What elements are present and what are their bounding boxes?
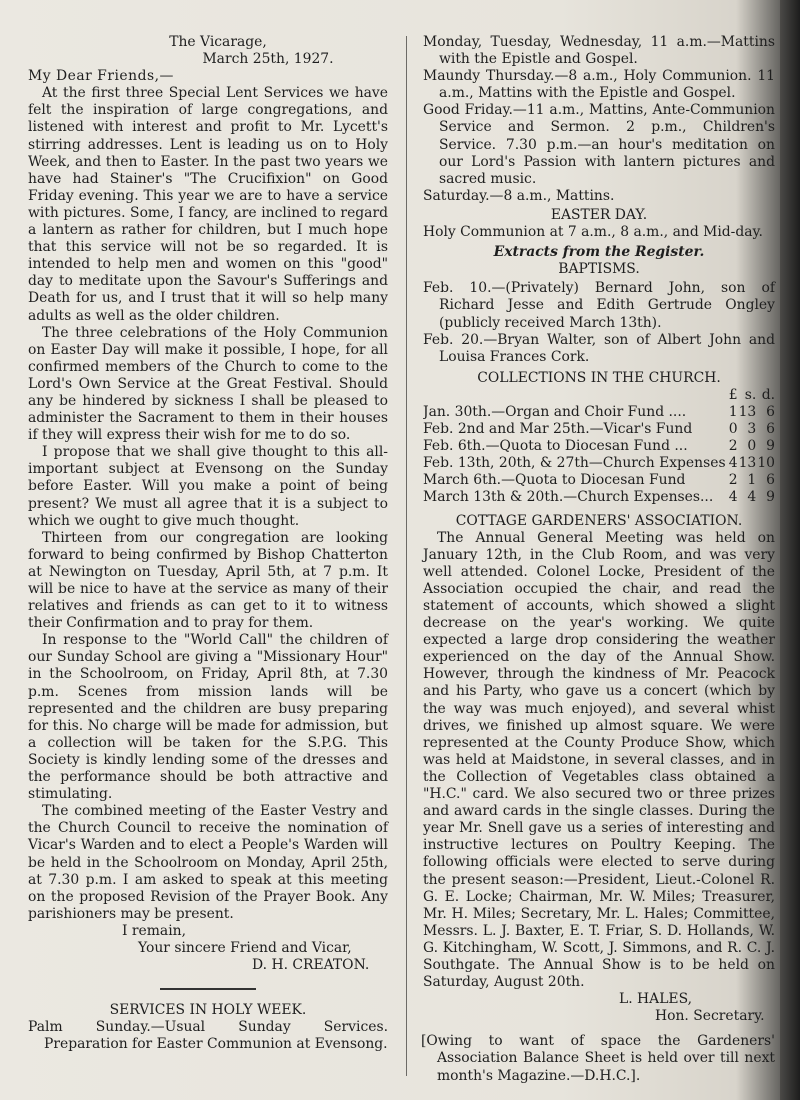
gardeners-title: COTTAGE GARDENERS' ASSOCIATION. [455,512,743,529]
collection-desc: March 6th.—Quota to Diocesan Fund [423,472,686,489]
letter-paragraph: The three celebrations of the Holy Communion on Easter Day will make it possible, I hope, for all confirmed members of the Church to come to the Lord's Own Service at the Great Festival. Should any be hindered by sickness I shall be pleased to administer the Sacrament to them in their houses if they will express their wish for me to do so. [28,324,388,444]
collection-desc: Feb. 13th, 20th, & 27th—Church Expenses [423,455,726,472]
holy-week-item: Monday, Tuesday, Wednesday, 11 a.m.—Mattins with the Epistle and Gospel. [423,34,775,68]
holy-week-title: SERVICES IN HOLY WEEK. [109,1001,307,1018]
collection-pence: 9 [766,438,775,455]
pounds-header: £ [728,386,738,403]
collection-pounds: 4 [728,455,738,472]
gardeners-signature: L. HALES, [619,991,693,1008]
collection-shillings: 3 [747,421,757,438]
letter-paragraph: At the first three Special Lent Services we have felt the inspiration of large congregations, and listened with interest and profit to Mr. Lycett's stirring addresses. Lent is leading us on to Holy Week, and then to Easter. In the past two years we have had Stainer's "The Crucifixion" on Good Friday evening. This year we are to have a service with pictures. Some, I fancy, are inclined to regard a lantern as rather for children, but I much hope that this service will not be so regarded. It is intended to help men and women on this "good" day to meditate upon the Savour's Sufferings and Death for us, and I trust that it will so help many adults as well as the older children. [28,85,388,324]
collection-pounds: 4 [728,489,738,506]
collection-shillings: 1 [747,472,757,489]
page-edge-shadow [780,0,800,1100]
collection-desc: Feb. 2nd and Mar 25th.—Vicar's Fund [423,421,693,438]
letter-salutation: My Dear Friends,— [28,68,174,85]
letter-signature: D. H. CREATON. [252,957,370,974]
gardeners-note: [Owing to want of space the Gardeners' Association Balance Sheet is held over till next month's Magazine.—D.H.C.]. [421,1033,775,1084]
right-column [423,34,775,1085]
collection-pence: 10 [757,455,775,472]
table-row [423,455,775,472]
gardeners-signature-title: Hon. Secretary. [655,1008,765,1025]
collection-shillings: 4 [747,489,757,506]
collections-title: COLLECTIONS IN THE CHURCH. [477,369,721,386]
table-row [423,421,775,438]
register-title: Extracts from the Register. [493,244,705,261]
letter-paragraph: I propose that we shall give thought to this all-important subject at Evensong on the Sunday before Easter. Will you make a point of being present? We must all agree that it is a subject to which we ought to give much thought. [28,444,388,529]
collection-shillings: 13 [738,455,757,472]
collection-pence: 6 [766,403,775,420]
easter-day-title: EASTER DAY. [550,206,648,223]
holy-week-item: Saturday.—8 a.m., Mattins. [423,187,615,204]
collection-pence: 9 [766,489,775,506]
collection-pounds: 0 [728,421,738,438]
table-row [423,489,775,506]
table-row [423,472,775,489]
letter-paragraph: Thirteen from our congregation are looking forward to being confirmed by Bishop Chatterton at Newington on Tuesday, April 5th, at 7 p.m. It will be nice to have at the service as many of their relatives and friends as can get to it to witness their Confirmation and to pray for them. [28,529,388,632]
collection-pence: 6 [766,421,775,438]
gardeners-report: The Annual General Meeting was held on January 12th, in the Club Room, and was very well attended. Colonel Locke, President of the Association occupied the chair, and read the statement of accounts, which showed a slight decrease on the year's working. We quite expected a large drop considering the weather experienced on the day of the Annual Show. However, through the kindness of Mr. Peacock and his Party, who gave us a concert (which by the way was much enjoyed), and several whist drives, we finished up almost square. We were represented at the County Produce Show, which was held at Maidstone, in several classes, and in the Collection of Vegetables class obtained a "H.C." card. We also secured two or three prizes and award cards in the single classes. During the year Mr. Snell gave us a series of interesting and instructive lectures on Poultry Keeping. The following officials were elected to serve during the present season:—President, Lieut.-Colonel R. G. E. Locke; Chairman, Mr. W. Miles; Treasurer, Mr. H. Miles; Secretary, Mr. L. Hales; Committee, Messrs. L. J. Baxter, E. T. Friar, S. D. Hollands, W. G. Kitchingham, W. Scott, J. Simmons, and R. C. J. Southgate. The Annual Show is to be held on Saturday, August 20th. [423,529,775,991]
letter-closing-2: Your sincere Friend and Vicar, [138,939,352,956]
collection-shillings: 13 [738,403,757,420]
pence-header: d. [761,386,775,403]
easter-day-text: Holy Communion at 7 a.m., 8 a.m., and Mid-day. [423,224,763,241]
baptism-entry: Feb. 10.—(Privately) Bernard John, son of Richard Jesse and Edith Gertrude Ongley (publicly received March 13th). [423,280,775,331]
collection-shillings: 0 [747,438,757,455]
collection-desc: March 13th & 20th.—Church Expenses... [423,489,714,506]
table-header-row [423,387,775,404]
collection-pounds: 2 [728,438,738,455]
table-row [423,438,775,455]
letter-closing: I remain, [122,922,187,939]
collection-desc: Feb. 6th.—Quota to Diocesan Fund ... [423,438,688,455]
letter-paragraph: In response to the "World Call" the children of our Sunday School are giving a "Missionary Hour" in the Schoolroom, on Friday, April 8th, at 7.30 p.m. Scenes from mission lands will be represented and the children are busy preparing for this. No charge will be made for admission, but a collection will be taken for the S.P.G. This Society is kindly lending some of the dresses and the performance should be both attractive and stimulating. [28,632,388,803]
letter-paragraph: The combined meeting of the Easter Vestry and the Church Council to receive the nomination of Vicar's Warden and to elect a People's Warden will be held in the Schoolroom on Monday, April 25th, at 7.30 p.m. I am asked to speak at this meeting on the proposed Revision of the Prayer Book. Any parishioners may be present. [28,803,388,922]
holy-week-item: Palm Sunday.—Usual Sunday Services. Preparation for Easter Communion at Evensong. [28,1018,388,1052]
table-row [423,404,775,421]
holy-week-item: Good Friday.—11 a.m., Mattins, Ante-Communion Service and Sermon. 2 p.m., Children's Service. 7.30 p.m.—an hour's meditation on our Lord's Passion with lantern pictures and sacred music. [423,102,775,187]
column-divider [406,36,407,1076]
collection-pounds: 1 [728,403,738,420]
holy-week-item: Maundy Thursday.—8 a.m., Holy Communion. 11 a.m., Mattins with the Epistle and Gospel. [423,68,775,102]
collection-desc: Jan. 30th.—Organ and Choir Fund .... [423,403,687,420]
collections-table [423,387,775,507]
collection-pounds: 2 [728,472,738,489]
collection-pence: 6 [766,472,775,489]
baptisms-title: BAPTISMS. [558,261,640,278]
shillings-header: s. [744,386,757,403]
section-divider [160,988,256,990]
letter-date: March 25th, 1927. [202,51,334,68]
left-column [28,34,388,1053]
baptism-entry: Feb. 20.—Bryan Walter, son of Albert John and Louisa Frances Cork. [423,331,775,365]
letter-address-line1: The Vicarage, [169,34,267,50]
